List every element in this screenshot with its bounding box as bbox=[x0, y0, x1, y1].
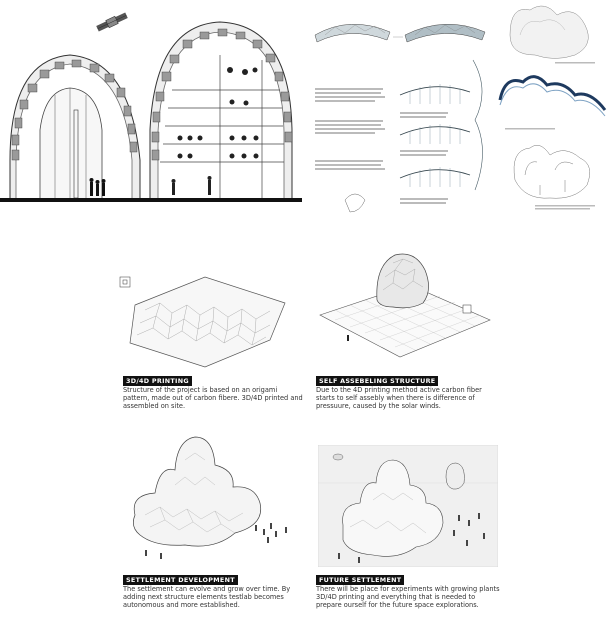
blob-structure-sketches bbox=[495, 0, 610, 225]
settlement-development-illustration bbox=[115, 425, 305, 565]
section-text-future-settlement: There will be place for experiments with growing plants 3D/4D printing and everything that is needed to prepare ourself for the future space explorations. bbox=[316, 585, 500, 610]
section-elevation-drawing bbox=[0, 0, 302, 206]
origami-process-diagram bbox=[305, 0, 495, 225]
future-settlement-illustration bbox=[318, 445, 498, 567]
section-text-self-assembling: Due to the 4D printing method active carbon fiber starts to self assebly when there is difference of pressuure, caused by the solar winds. bbox=[316, 386, 482, 411]
satellite-icon bbox=[96, 12, 128, 33]
origami-sheet-illustration bbox=[110, 265, 300, 375]
section-text-settlement-development: The settlement can evolve and grow over time. By adding next structure elements testlab becomes autonomous and more established. bbox=[123, 585, 291, 610]
section-heading-settlement-development: SETTLEMENT DEVELOPMENT bbox=[123, 575, 238, 585]
section-heading-future-settlement: FUTURE SETTLEMENT bbox=[316, 575, 404, 585]
self-assembling-illustration bbox=[315, 245, 495, 375]
section-text-3d4d-printing: Structure of the project is based on an origami pattern, made out of carbon fibere. 3D/4D printed and assembled on site. bbox=[123, 386, 303, 411]
section-heading-self-assembling: SELF ASSEBELING STRUCTURE bbox=[316, 376, 438, 386]
section-heading-3d4d-printing: 3D/4D PRINTING bbox=[123, 376, 192, 386]
